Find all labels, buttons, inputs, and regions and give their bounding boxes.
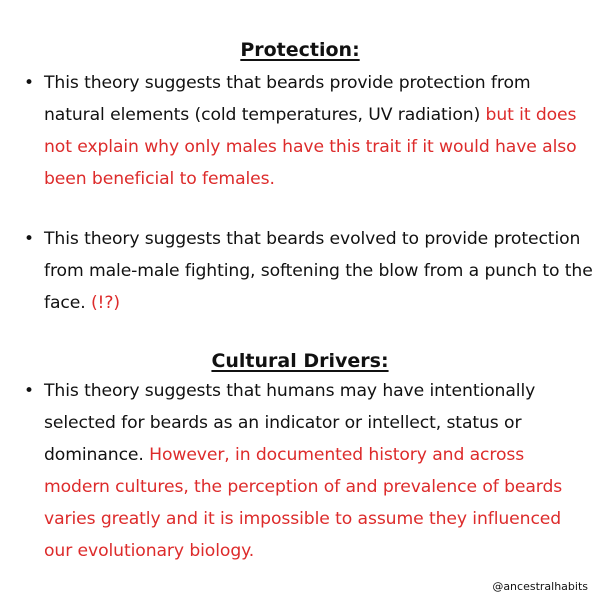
bullet-critique: (!?): [90, 293, 120, 313]
bullet-text: [44, 375, 594, 567]
bullet-statement: This theory suggests that beards provide protection from natural elements (cold temperatures, UV radiation): [44, 73, 531, 125]
bullet-item: [24, 375, 594, 567]
bullet-text: [44, 223, 594, 319]
bullet-dot: •: [24, 229, 35, 249]
bullet-text: [44, 67, 594, 195]
bullet-item: [24, 67, 594, 195]
bullet-dot: •: [24, 381, 35, 401]
bullet-item: [24, 223, 594, 319]
social-handle: @ancestralhabits: [492, 580, 588, 593]
section-title-cultural: Cultural Drivers:: [211, 350, 389, 372]
bullet-statement: This theory suggests that humans may have intentionally selected for beards as an indicator or intellect, status or dominance.: [44, 381, 536, 465]
section-title-protection: Protection:: [240, 39, 360, 61]
bullet-critique: but it does not explain why only males have this trait if it would have also been beneficial to females.: [44, 105, 577, 189]
bullet-statement: This theory suggests that beards evolved to provide protection from male-male fighting, softening the blow from a punch to the face.: [44, 229, 593, 313]
bullet-dot: •: [24, 73, 35, 93]
bullet-critique: However, in documented history and across modern cultures, the perception of and prevalence of beards varies greatly and it is impossible to assume they influenced our evolutionary biology.: [44, 445, 563, 561]
